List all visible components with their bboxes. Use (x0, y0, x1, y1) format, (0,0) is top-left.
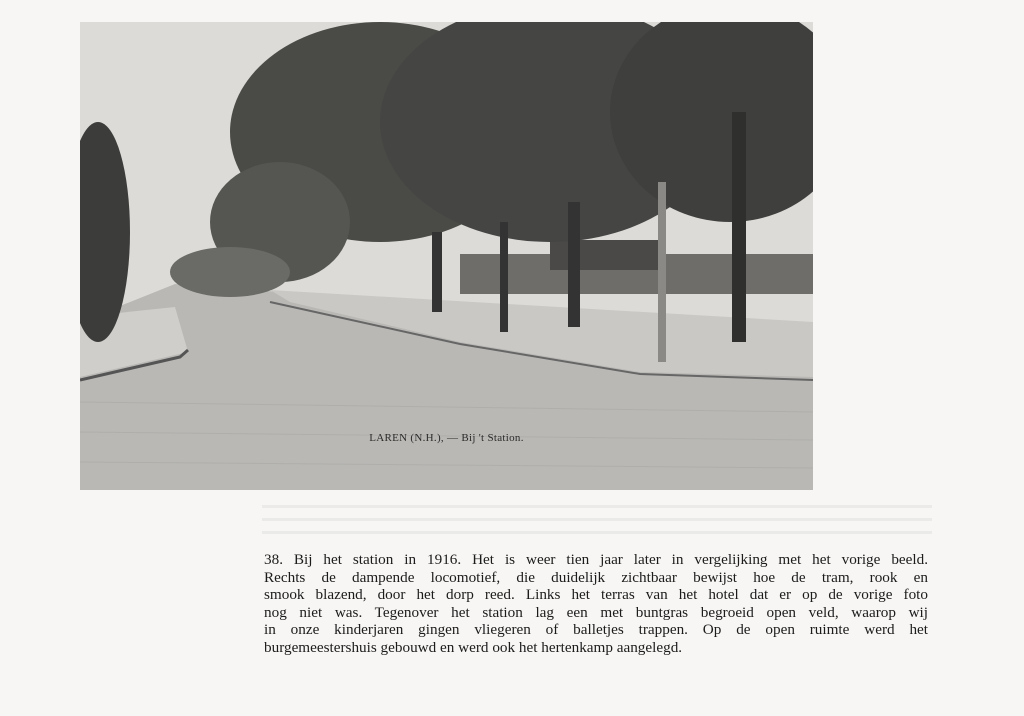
caption-line: smook blazend, door het dorp reed. Links het terras van het hotel dat er op de vorige foto (264, 586, 928, 604)
street-scene-illustration (80, 22, 813, 490)
photo-stamp-text: LAREN (N.H.), — Bij 't Station. (369, 432, 524, 444)
caption-line: Rechts de dampende locomotief, die duidelijk zichtbaar bewijst hoe de tram, rook en (264, 568, 928, 586)
caption-line: burgemeestershuis gebouwd en werd ook het hertenkamp aangelegd. (264, 638, 683, 656)
show-through-text (262, 495, 932, 543)
caption-line: in onze kinderjaren gingen vliegeren of balletjes trappen. Op de open ruimte werd het (264, 621, 928, 639)
photo-caption (264, 551, 928, 657)
historic-photo (80, 22, 813, 490)
caption-line: nog niet was. Tegenover het station lag een met buntgras begroeid open veld, waarop wij (264, 603, 928, 621)
caption-line: 38. Bij het station in 1916. Het is weer tien jaar later in vergelijking met het vorige beeld. (264, 551, 928, 568)
